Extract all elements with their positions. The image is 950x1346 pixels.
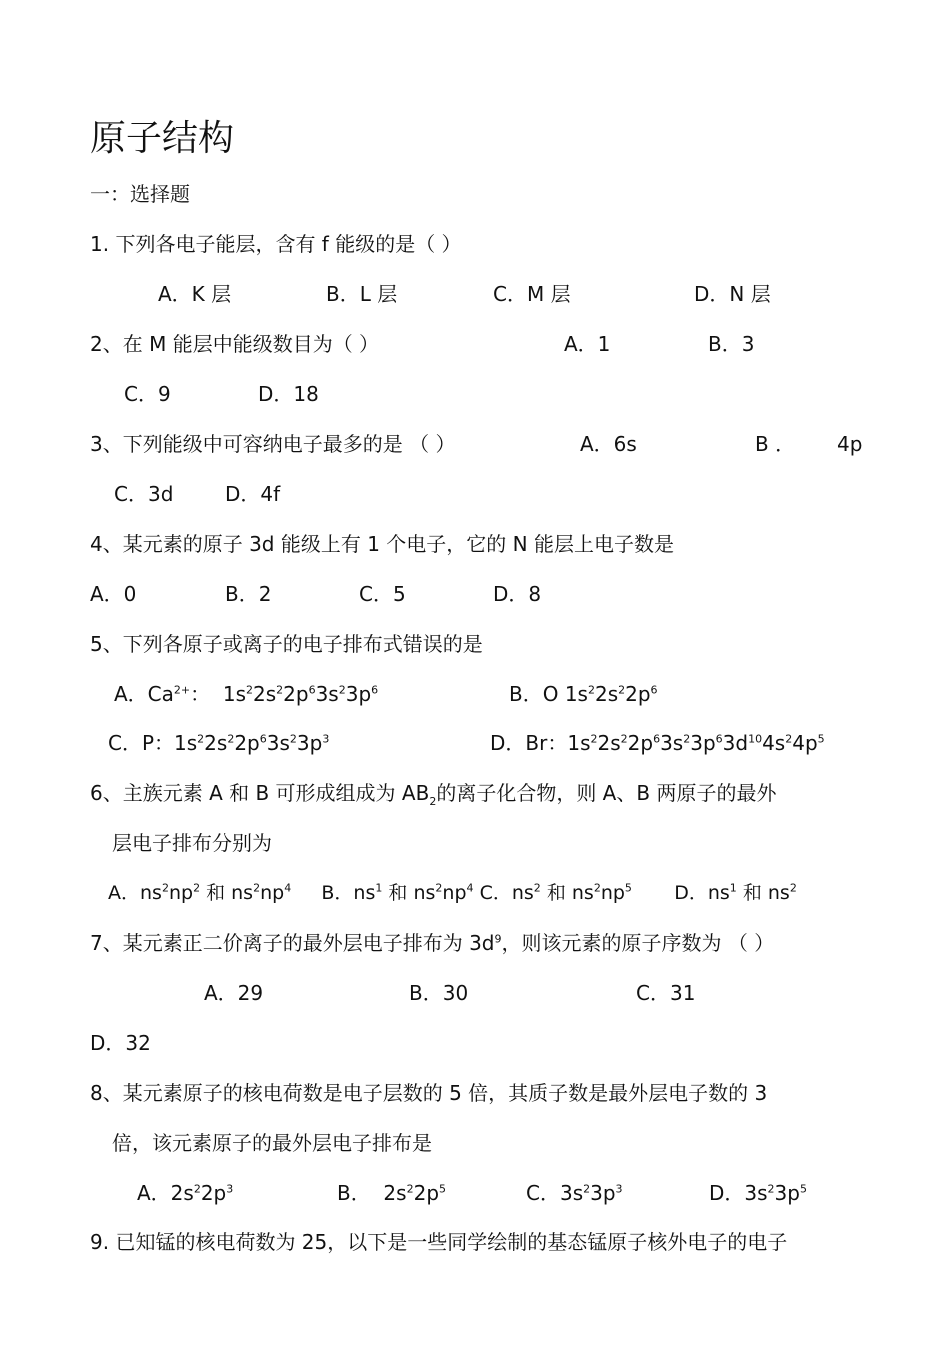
q5-option-a: A．$Ca^{2+}$： $1s^22s^22p^63s^23p^6$ [114,682,379,706]
q3-option-c: C．3d [114,482,174,506]
q4-option-d: D．8 [493,582,542,606]
q8-option-b: B． $2s^22p^5$ [337,1181,447,1205]
q4-option-a: A．0 [90,582,137,606]
question-8-stem: 8、某元素原子的核电荷数是电子层数的 5 倍，其质子数是最外层电子数的 3 [90,1081,768,1105]
q3-option-a: A．6s [580,432,637,456]
q7-option-b: B．30 [409,981,469,1005]
question-6-stem: 6、主族元素 A 和 B 可形成组成为 $AB_2$的离子化合物，则 A、B 两原子的最外 [90,781,777,808]
q3-option-b-value: 4p [837,432,863,456]
question-7-stem: 7、某元素正二价离子的最外层电子排布为 $3d^9$，则该元素的原子序数为 （ ） [90,931,775,955]
q1-option-c: C．M 层 [493,282,571,306]
q7-option-c: C．31 [636,981,696,1005]
page-title: 原子结构 [90,118,235,159]
q7-option-a: A．29 [204,981,264,1005]
q8-option-a: A．$2s^22p^3$ [137,1181,234,1205]
q2-option-c: C．9 [124,382,171,406]
q4-option-b: B．2 [225,582,272,606]
section-heading: 一：选择题 [90,182,190,206]
q3-option-d: D．4f [225,482,281,506]
q6-options: A．$ns^2np^2$ 和 $ns^2np^4$ B．$ns^1$ 和 $ns^2np^4$ C．$ns^2$ 和 $ns^2np^5$ D．$ns^1$ 和 $ns^2$ [108,881,797,904]
q1-option-a: A．K 层 [158,282,232,306]
q2-option-a: A．1 [564,332,611,356]
question-2-stem: 2、在 M 能层中能级数目为（ ） [90,332,380,356]
question-8-stem-cont: 倍，该元素原子的最外层电子排布是 [112,1131,432,1155]
question-3-stem: 3、下列能级中可容纳电子最多的是 （ ） [90,432,456,456]
q5-option-b: B．O $1s^22s^22p^6$ [509,682,658,706]
q2-option-b: B．3 [708,332,755,356]
question-1-stem: 1. 下列各电子能层，含有 f 能级的是（ ） [90,232,462,256]
q3-option-b: B ． [755,432,796,456]
q1-option-d: D．N 层 [694,282,771,306]
q7-option-d: D．32 [90,1031,151,1055]
q4-option-c: C．5 [359,582,406,606]
q1-option-b: B．L 层 [326,282,398,306]
question-5-stem: 5、下列各原子或离子的电子排布式错误的是 [90,632,483,656]
question-4-stem: 4、某元素的原子 3d 能级上有 1 个电子，它的 N 能层上电子数是 [90,532,674,556]
question-6-stem-cont: 层电子排布分别为 [112,831,272,855]
q5-option-d: D．Br：$1s^22s^22p^63s^23p^63d^{10}4s^24p^5$ [490,731,825,755]
q8-option-d: D．$3s^23p^5$ [709,1181,807,1205]
q2-option-d: D．18 [258,382,319,406]
q8-option-c: C．$3s^23p^3$ [526,1181,623,1205]
question-9-stem: 9. 已知锰的核电荷数为 25，以下是一些同学绘制的基态锰原子核外电子的电子 [90,1230,788,1254]
q5-option-c: C．P：$1s^22s^22p^63s^23p^3$ [108,731,330,755]
